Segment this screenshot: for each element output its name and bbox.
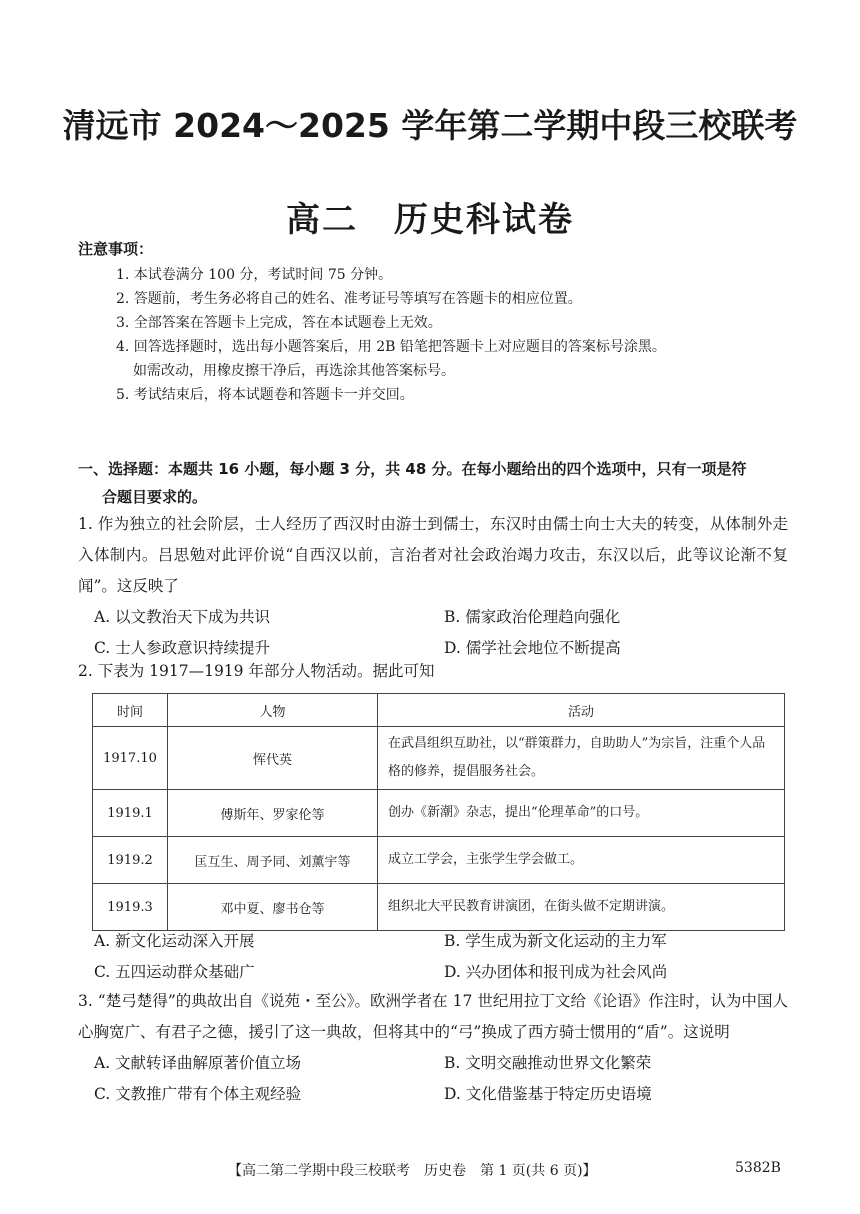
table-row <box>93 884 785 931</box>
table-row <box>93 837 785 884</box>
footer-code: 5382B <box>735 1160 781 1176</box>
question-stem: 2. 下表为 1917—1919 年部分人物活动。据此可知 <box>78 662 435 680</box>
exam-subtitle: 高二 历史科试卷 <box>286 200 574 240</box>
question-1 <box>78 509 788 664</box>
table-row <box>93 790 785 837</box>
option-a[interactable]: A. 新文化运动深入开展 <box>94 932 255 950</box>
table-header-cell: 人物 <box>168 694 378 727</box>
notice-item: 2. 答题前，考生务必将自己的姓名、准考证号等填写在答题卡的相应位置。 <box>116 291 582 307</box>
section-heading <box>78 455 788 511</box>
question-2-options <box>78 926 788 988</box>
table-cell-time: 1917.10 <box>93 727 168 790</box>
option-d[interactable]: D. 儒学社会地位不断提高 <box>444 639 621 657</box>
question-3 <box>78 986 788 1110</box>
table-cell-person: 匡互生、周予同、刘薰宇等 <box>168 837 378 884</box>
notice-item: 4. 回答选择题时，选出每小题答案后，用 2B 铅笔把答题卡上对应题目的答案标号涂黑。 <box>116 339 666 355</box>
activities-table <box>92 693 785 931</box>
notice-item-continuation: 如需改动，用橡皮擦干净后，再选涂其他答案标号。 <box>133 363 455 379</box>
table-header-cell: 活动 <box>378 694 785 727</box>
table-cell-activity: 创办《新潮》杂志，提出“伦理革命”的口号。 <box>378 790 785 837</box>
table-cell-activity: 成立工学会，主张学生学会做工。 <box>378 837 785 884</box>
question-2 <box>78 656 788 687</box>
option-b[interactable]: B. 儒家政治伦理趋向强化 <box>444 608 621 626</box>
question-options <box>78 926 788 988</box>
table-cell-time: 1919.3 <box>93 884 168 931</box>
option-c[interactable]: C. 士人参政意识持续提升 <box>94 639 271 657</box>
notice-item: 1. 本试卷满分 100 分，考试时间 75 分钟。 <box>116 267 393 283</box>
table-row <box>93 727 785 790</box>
section-heading-line: 一、选择题：本题共 16 小题，每小题 3 分，共 48 分。在每小题给出的四个选项中，只有一项是符 <box>78 460 747 478</box>
section-heading-line: 合题目要求的。 <box>102 488 208 506</box>
option-a[interactable]: A. 文献转译曲解原著价值立场 <box>94 1054 302 1072</box>
table-header-row <box>93 694 785 727</box>
notice-section <box>78 238 798 407</box>
exam-title: 清远市 2024～2025 学年第二学期中段三校联考 <box>62 106 798 145</box>
table-header-cell: 时间 <box>93 694 168 727</box>
question-stem: 3. “楚弓楚得”的典故出自《说苑・至公》。欧洲学者在 17 世纪用拉丁文给《论语》作注时，认为中国人心胸宽广、有君子之德，援引了这一典故，但将其中的“弓”换成了西方骑士惯用的“盾”。这说明 <box>78 992 788 1041</box>
option-b[interactable]: B. 文明交融推动世界文化繁荣 <box>444 1054 652 1072</box>
notice-title: 注意事项： <box>78 240 154 258</box>
question-stem: 1. 作为独立的社会阶层，士人经历了西汉时由游士到儒士，东汉时由儒士向士大夫的转变，从体制外走入体制内。吕思勉对此评价说“自西汉以前，言治者对社会政治竭力攻击，东汉以后，此等议论渐不复闻”。这反映了 <box>78 515 788 595</box>
option-d[interactable]: D. 文化借鉴基于特定历史语境 <box>444 1085 652 1103</box>
option-c[interactable]: C. 文教推广带有个体主观经验 <box>94 1085 302 1103</box>
table-cell-activity: 组织北大平民教育讲演团，在街头做不定期讲演。 <box>378 884 785 931</box>
option-a[interactable]: A. 以文教治天下成为共识 <box>94 608 271 626</box>
notice-item: 5. 考试结束后，将本试题卷和答题卡一并交回。 <box>116 387 414 403</box>
question-options <box>78 602 788 664</box>
notice-item: 3. 全部答案在答题卡上完成，答在本试题卷上无效。 <box>116 315 442 331</box>
option-c[interactable]: C. 五四运动群众基础广 <box>94 963 255 981</box>
table-cell-person: 邓中夏、廖书仓等 <box>168 884 378 931</box>
table-cell-time: 1919.2 <box>93 837 168 884</box>
option-d[interactable]: D. 兴办团体和报刊成为社会风尚 <box>444 963 668 981</box>
table-cell-activity: 在武昌组织互助社，以“群策群力，自助助人”为宗旨，注重个人品格的修养，提倡服务社会。 <box>378 727 785 790</box>
footer-page-info: 【高二第二学期中段三校联考 历史卷 第 1 页(共 6 页)】 <box>228 1163 597 1179</box>
question-options <box>78 1048 788 1110</box>
table-cell-person: 傅斯年、罗家伦等 <box>168 790 378 837</box>
option-b[interactable]: B. 学生成为新文化运动的主力军 <box>444 932 667 950</box>
table-cell-time: 1919.1 <box>93 790 168 837</box>
table-cell-person: 恽代英 <box>168 727 378 790</box>
